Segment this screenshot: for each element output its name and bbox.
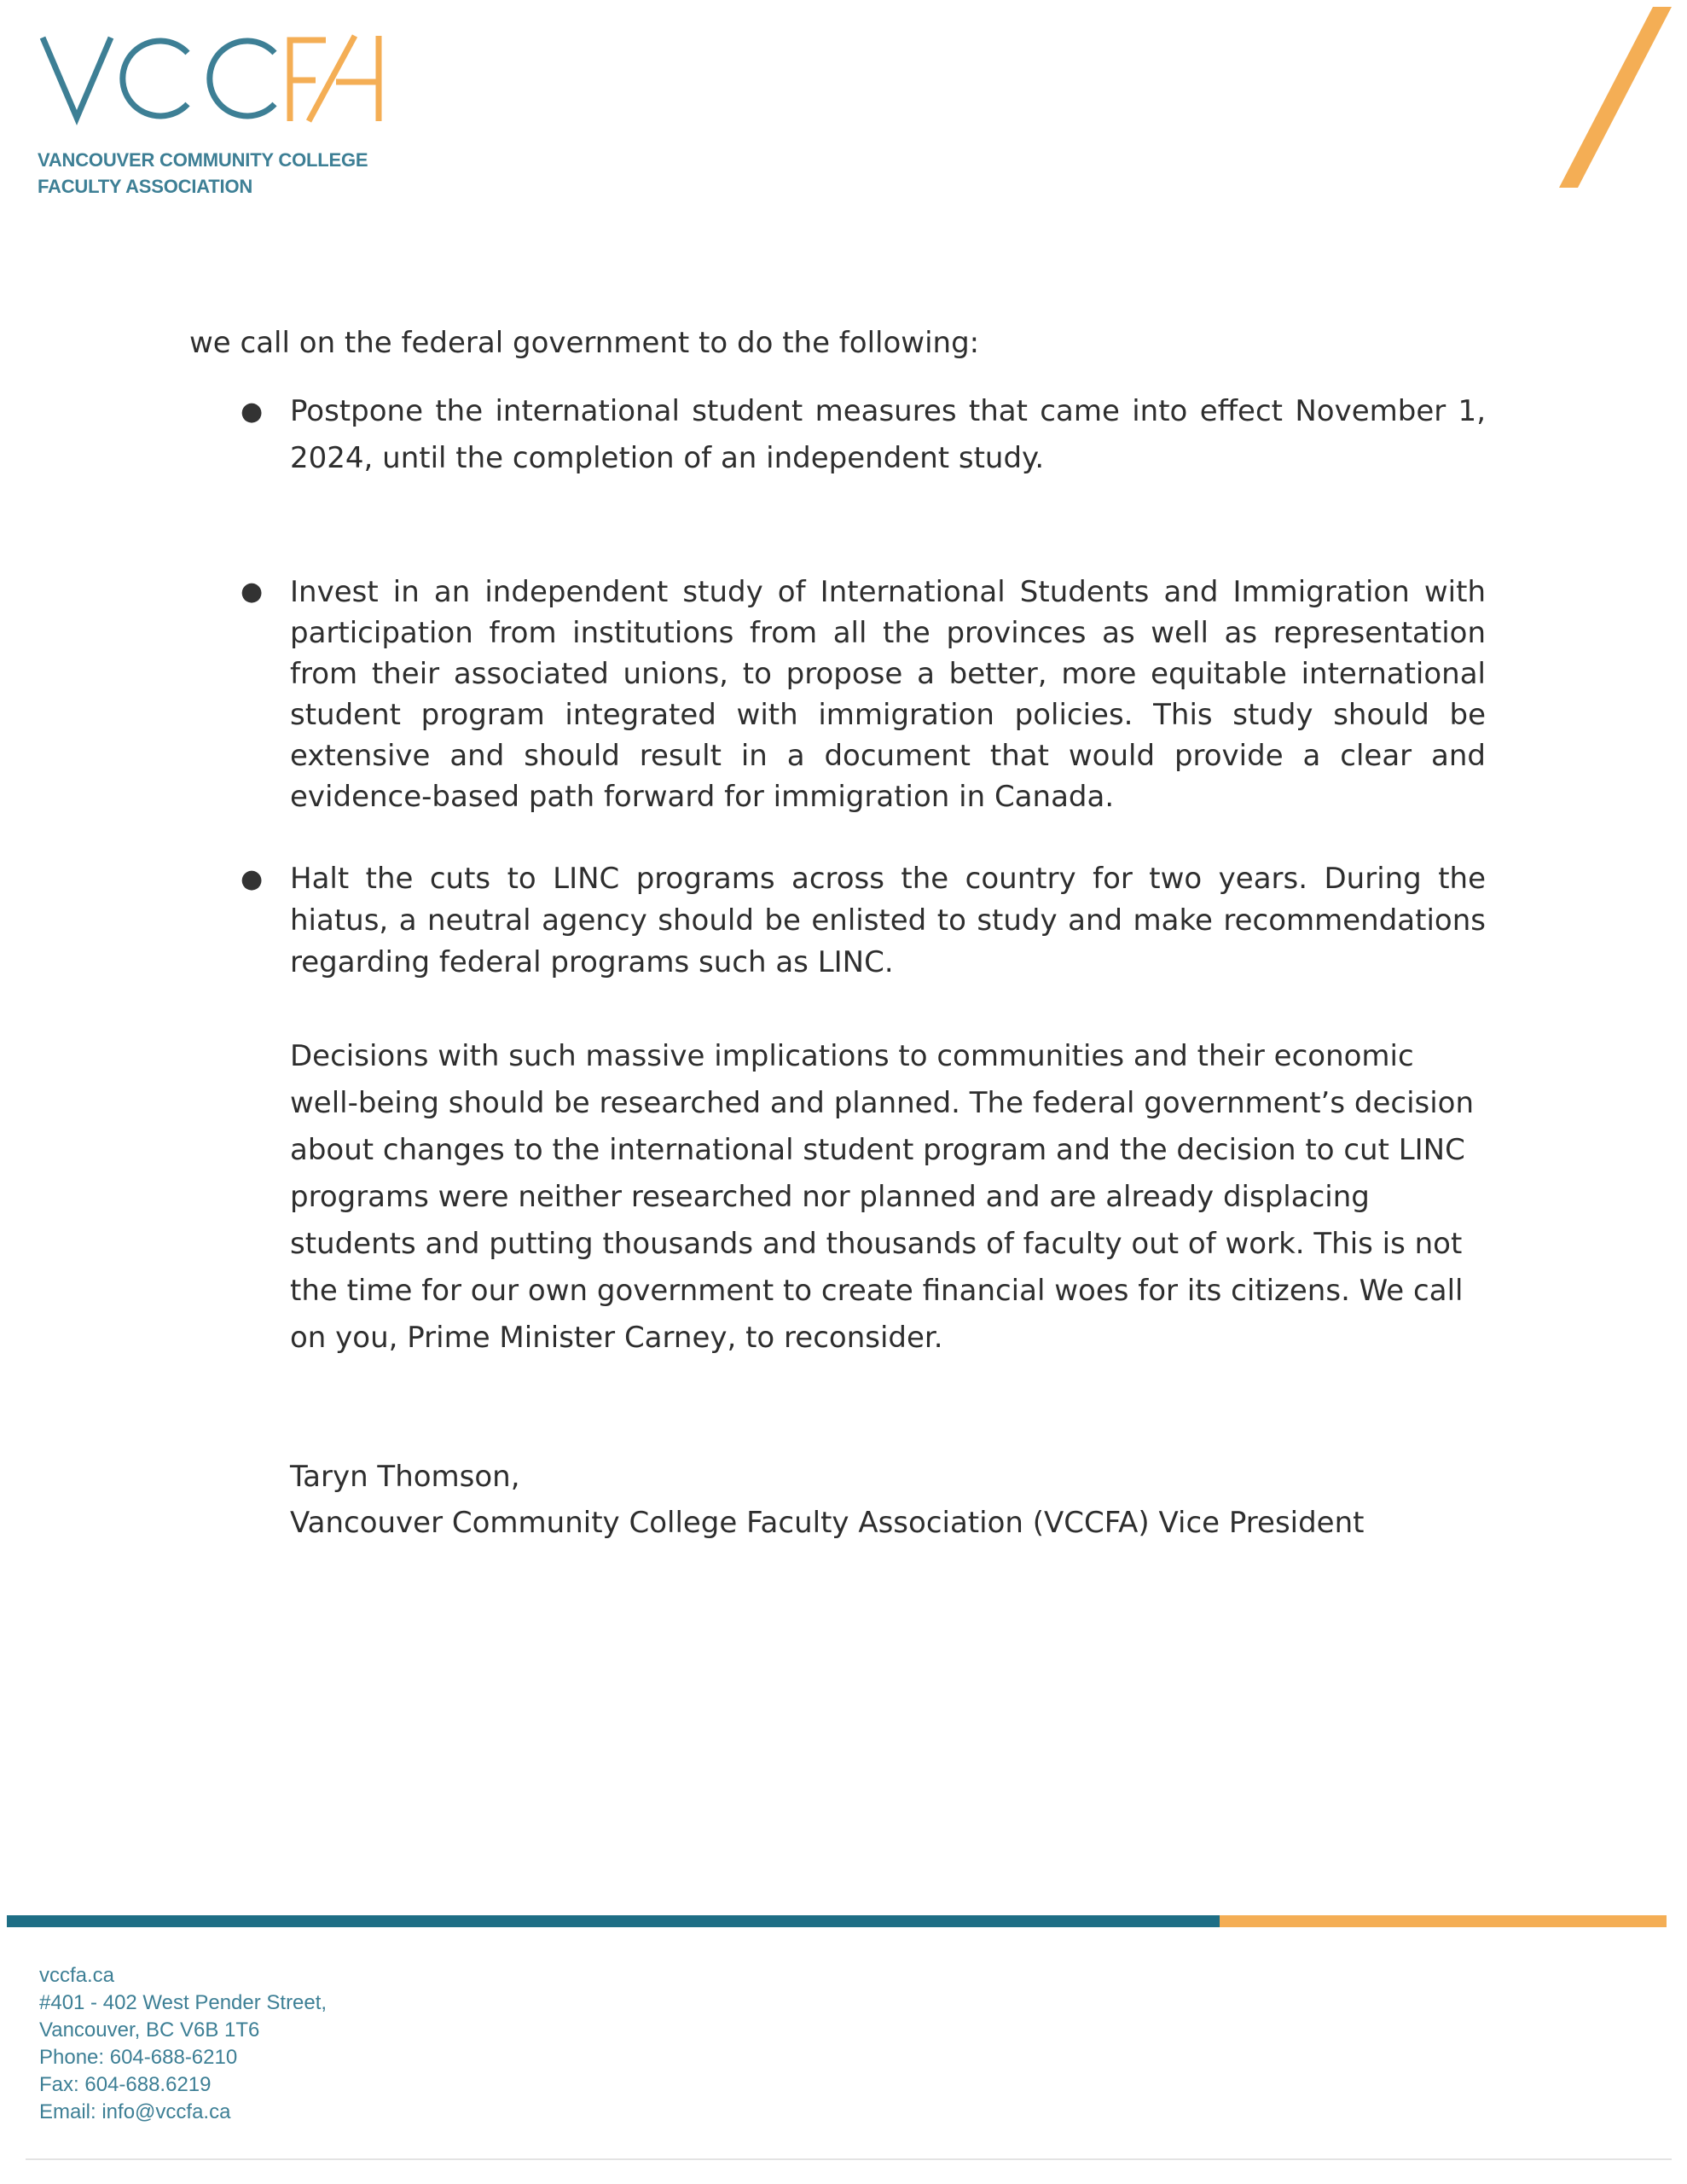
footer-bar-orange [1220,1915,1667,1927]
demands-list [189,388,1486,984]
accent-slash [1552,7,1680,190]
footer-contact [39,1962,327,2126]
bullet-icon: ● [241,864,264,894]
list-item [189,572,1486,817]
footer-bar-teal [7,1915,1220,1927]
bullet-icon: ● [241,577,264,607]
list-item-text: Postpone the international student measures that came into effect November 1, 2024, until the completion of an independent study. [290,394,1486,475]
list-item [189,858,1486,984]
footer-address-line2: Vancouver, BC V6B 1T6 [39,2018,260,2042]
intro-paragraph: we call on the federal government to do the following: [189,326,980,360]
bullet-icon: ● [241,397,264,427]
list-item-text: Invest in an independent study of International Students and Immigration with participation from institutions from all the provinces as well as representation from their associated unions, to propose a better, more equitable international student program integrated with immigration policies. This study should be extensive and should result in a document that would provide a clear and evidence-based path forward for immigration in Canada. [290,575,1486,814]
footer-address-line1: #401 - 402 West Pender Street, [39,1991,328,2014]
footer-email: Email: info@vccfa.ca [39,2100,231,2123]
footer-phone: Phone: 604-688-6210 [39,2046,238,2069]
footer-website: vccfa.ca [39,1964,115,1987]
vccfa-logo [38,32,396,126]
page-bottom-divider [26,2158,1672,2160]
footer-fax: Fax: 604-688.6219 [39,2073,212,2096]
list-item [189,388,1486,482]
closing-paragraph: Decisions with such massive implications to communities and their economic well-being should be researched and planned. The federal government’s decision about changes to the international student program and the decision to cut LINC programs were neither researched nor planned and are already displacing students and putting thousands and thousands of faculty out of work. This is not the time for our own government to create financial woes for its citizens. We call on you, Prime Minister Carney, to reconsider. [290,1039,1475,1355]
list-item-text: Halt the cuts to LINC programs across the country for two years. During the hiatus, a neutral agency should be enlisted to study and make recommendations regarding federal programs such as LINC. [290,862,1486,979]
signatory-name: Taryn Thomson, [290,1460,520,1494]
organization-name [38,147,368,200]
signatory-title: Vancouver Community College Faculty Association (VCCFA) Vice President [290,1506,1365,1540]
organization-name-line1: VANCOUVER COMMUNITY COLLEGE [38,149,368,171]
signature-block [290,1454,1486,1546]
letter-body [189,320,1486,1546]
organization-name-line2: FACULTY ASSOCIATION [38,176,253,197]
